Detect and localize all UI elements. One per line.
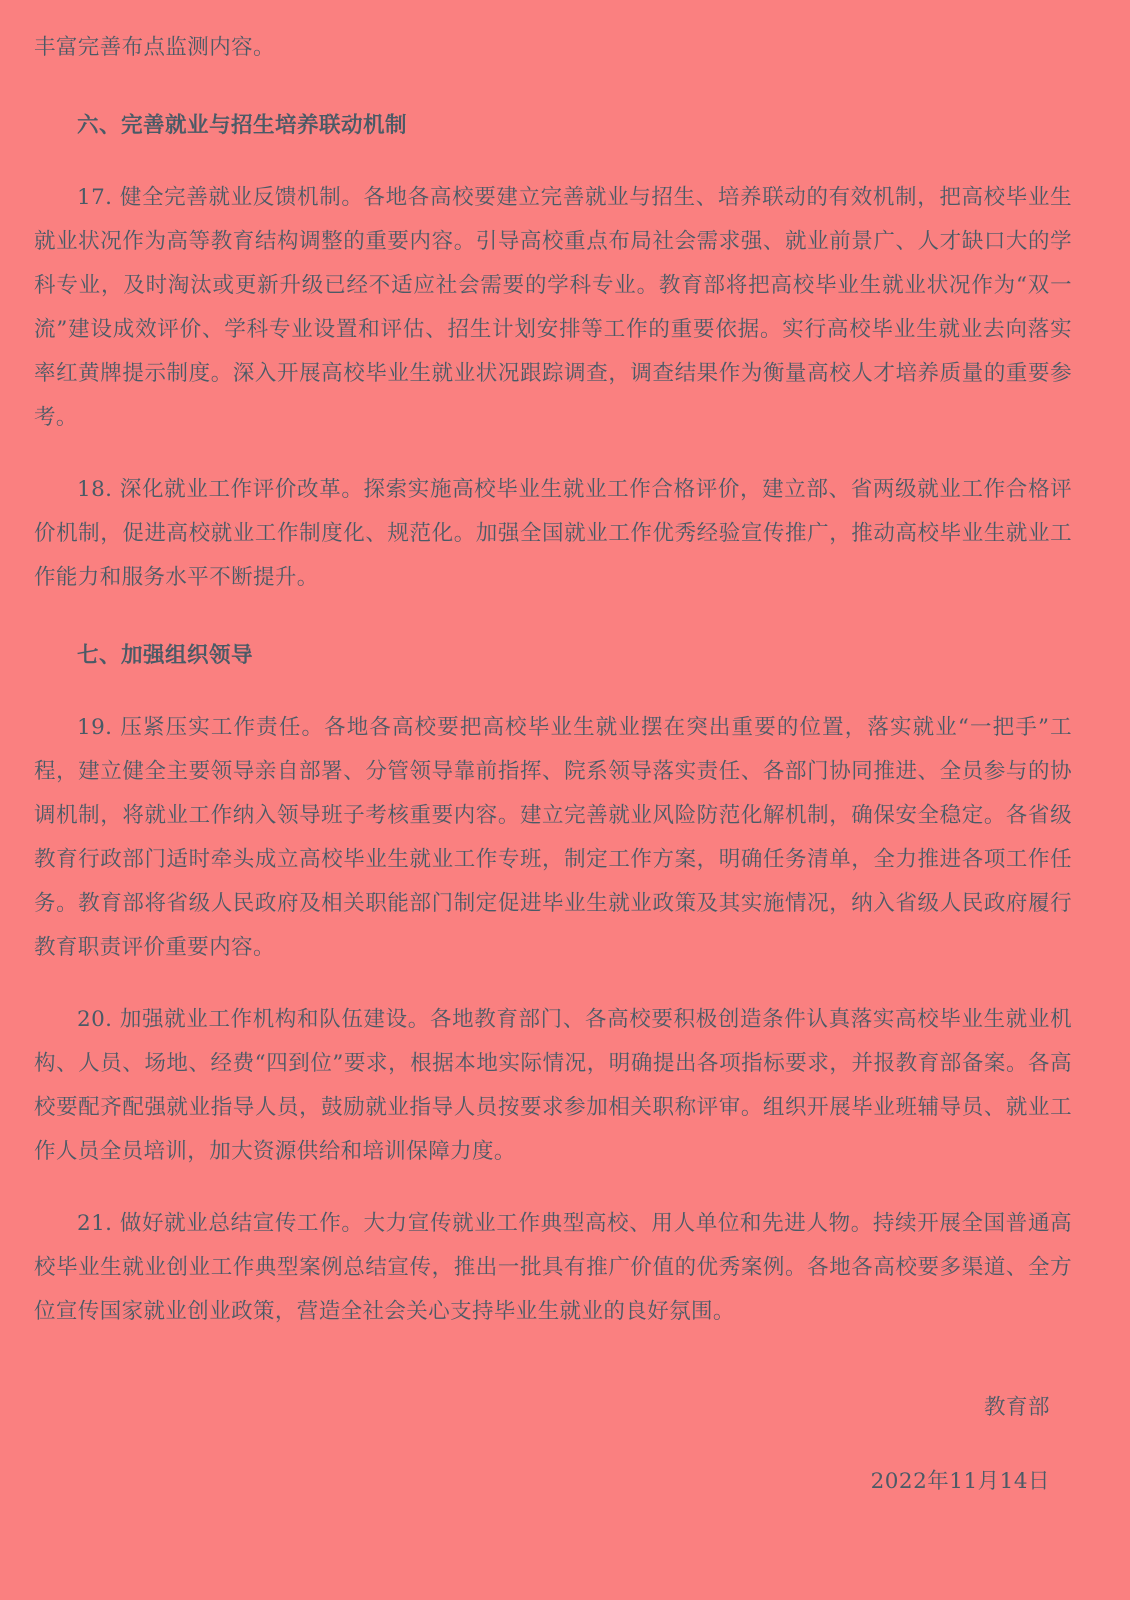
spacer [34, 600, 1072, 634]
spacer [34, 440, 1072, 468]
spacer [34, 148, 1072, 176]
spacer [34, 970, 1072, 998]
spacer [34, 1174, 1072, 1202]
paragraph-19: 19. 压紧压实工作责任。各地各高校要把高校毕业生就业摆在突出重要的位置，落实就业“一把手”工程，建立健全主要领导亲自部署、分管领导靠前指挥、院系领导落实责任、各部门协同推进、全员参与的协调机制，将就业工作纳入领导班子考核重要内容。建立完善就业风险防范化解机制，确保安全稳定。各省级教育行政部门适时牵头成立高校毕业生就业工作专班，制定工作方案，明确任务清单，全力推进各项工作任务。教育部将省级人民政府及相关职能部门制定促进毕业生就业政策及其实施情况，纳入省级人民政府履行教育职责评价重要内容。 [34, 715, 1072, 960]
section-heading-seven: 七、加强组织领导 [77, 643, 254, 668]
signature-issuer: 教育部 [983, 1395, 1050, 1420]
continued-paragraph: 丰富完善布点监测内容。 [34, 35, 275, 60]
signature-block [34, 1386, 1072, 1504]
paragraph-20: 20. 加强就业工作机构和队伍建设。各地教育部门、各高校要积极创造条件认真落实高校毕业生就业机构、人员、场地、经费“四到位”要求，根据本地实际情况，明确提出各项指标要求，并报教育部备案。各高校要配齐配强就业指导人员，鼓励就业指导人员按要求参加相关职称评审。组织开展毕业班辅导员、就业工作人员全员培训，加大资源供给和培训保障力度。 [34, 1007, 1072, 1164]
spacer [34, 678, 1072, 706]
spacer [34, 70, 1072, 104]
signature-date: 2022年11月14日 [870, 1469, 1050, 1494]
paragraph-18: 18. 深化就业工作评价改革。探索实施高校毕业生就业工作合格评价，建立部、省两级就业工作合格评价机制，促进高校就业工作制度化、规范化。加强全国就业工作优秀经验宣传推广，推动高校毕业生就业工作能力和服务水平不断提升。 [34, 477, 1072, 590]
section-heading-six: 六、完善就业与招生培养联动机制 [77, 113, 408, 138]
paragraph-21: 21. 做好就业总结宣传工作。大力宣传就业工作典型高校、用人单位和先进人物。持续开展全国普通高校毕业生就业创业工作典型案例总结宣传，推出一批具有推广价值的优秀案例。各地各高校要多渠道、全方位宣传国家就业创业政策，营造全社会关心支持毕业生就业的良好氛围。 [34, 1211, 1072, 1324]
paragraph-17: 17. 健全完善就业反馈机制。各地各高校要建立完善就业与招生、培养联动的有效机制，把高校毕业生就业状况作为高等教育结构调整的重要内容。引导高校重点布局社会需求强、就业前景广、人才缺口大的学科专业，及时淘汰或更新升级已经不适应社会需要的学科专业。教育部将把高校毕业生就业状况作为“双一流”建设成效评价、学科专业设置和评估、招生计划安排等工作的重要依据。实行高校毕业生就业去向落实率红黄牌提示制度。深入开展高校毕业生就业状况跟踪调查，调查结果作为衡量高校人才培养质量的重要参考。 [34, 185, 1072, 430]
